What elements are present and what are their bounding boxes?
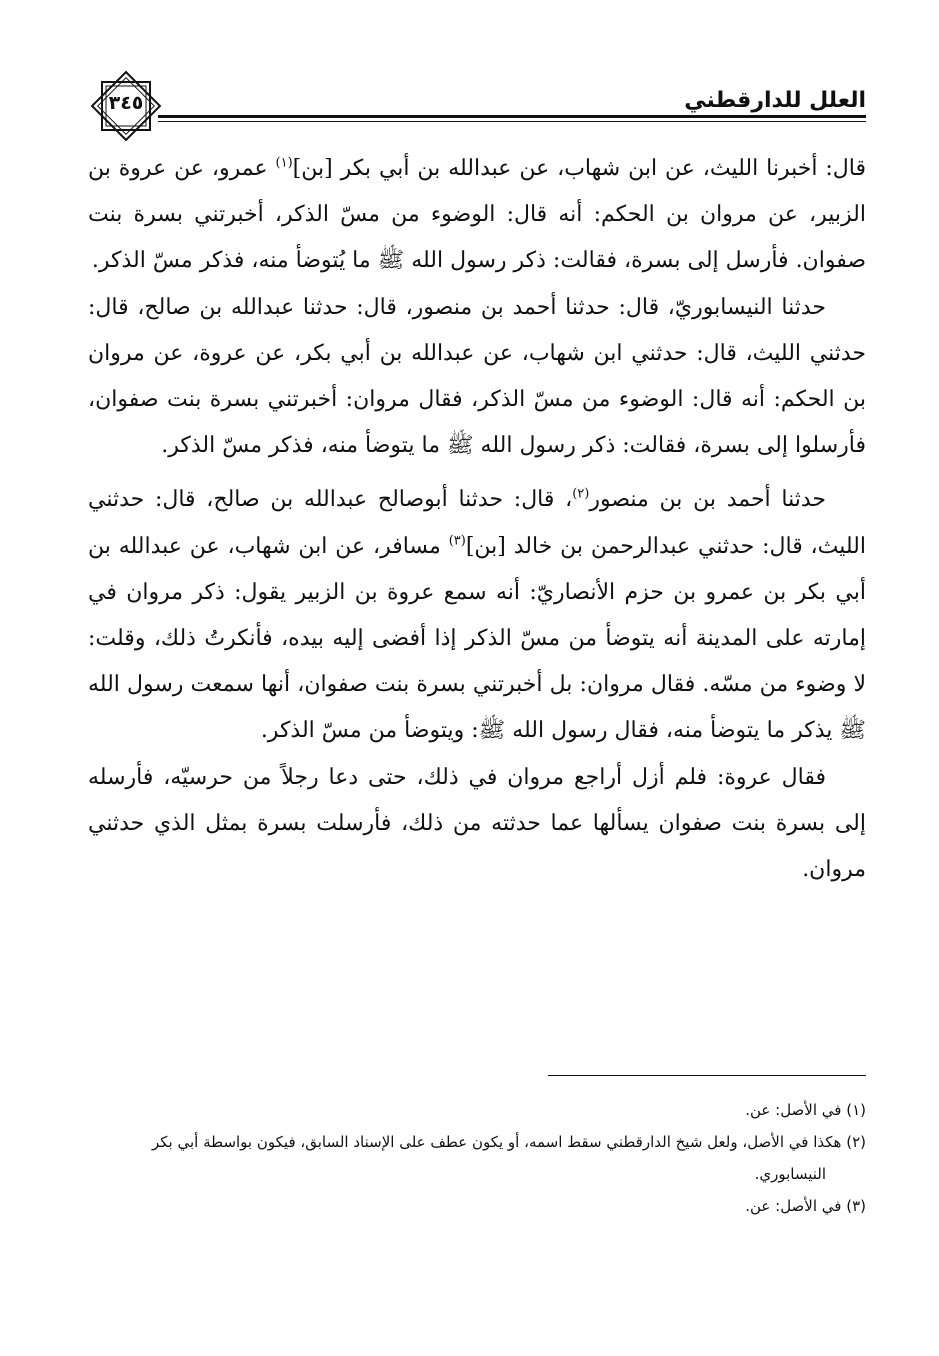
main-text xyxy=(88,146,866,893)
footnote-3: (٣) في الأصل: عن. xyxy=(745,1197,866,1215)
paragraph-1-text-a: قال: أخبرنا الليث، عن ابن شهاب، عن عبدالله بن أبي بكر [بن] xyxy=(292,156,867,181)
paragraph-1-text-b: عمرو، عن عروة بن الزبير، عن مروان بن الحكم: أنه قال: الوضوء من مسّ الذكر، أخبرتني بسرة بنت صفوان. فأرسل إلى بسرة، فقالت: ذكر رسول الله ﷺ ما يُتوضأ منه، فذكر مسّ الذكر. xyxy=(88,156,866,274)
page-number: ٣٤٥ xyxy=(108,92,144,114)
paragraph-3 xyxy=(88,477,866,754)
footnote-2: (٢) هكذا في الأصل، ولعل شيخ الدارقطني سقط اسمه، أو يكون عطف على الإسناد السابق، فيكون بواسطة أبي بكر xyxy=(151,1133,866,1151)
footnote-1: (١) في الأصل: عن. xyxy=(745,1101,866,1119)
page-number-badge xyxy=(88,68,164,144)
paragraph-4: فقال عروة: فلم أزل أراجع مروان في ذلك، حتى دعا رجلاً من حرسيّه، فأرسله إلى بسرة بنت صفوان يسألها عما حدثته من ذلك، فأرسلت بسرة بمثل الذي حدثني مروان. xyxy=(88,764,866,883)
paragraph-3-text-a: حدثنا أحمد بن بن منصور xyxy=(589,487,826,513)
footnote-ref-3: (٣) xyxy=(448,533,466,549)
book-title: العلل للدارقطني xyxy=(684,88,866,113)
footnote-separator xyxy=(548,1075,866,1076)
footnote-ref-2: (٢) xyxy=(572,487,590,503)
footnotes xyxy=(88,1094,866,1222)
header-rule-thin xyxy=(158,121,866,122)
paragraph-2: حدثنا النيسابوريّ، قال: حدثنا أحمد بن منصور، قال: حدثنا عبدالله بن صالح، قال: حدثني الليث، قال: حدثني ابن شهاب، عن عبدالله بن أبي بكر، عن عروة، عن مروان بن الحكم: أنه قال: الوضوء من مسّ الذكر، فقال مروان: أخبرتني بسرة بنت صفوان، فأرسلوا إلى بسرة، فقالت: ذكر رسول الله ﷺ ما يتوضأ منه، فذكر مسّ الذكر. xyxy=(88,294,866,459)
footnote-ref-1: (١) xyxy=(275,155,293,171)
footnote-2-continuation: النيسابوري. xyxy=(754,1165,826,1183)
paragraph-1 xyxy=(88,146,866,285)
header-rule-thick xyxy=(158,115,866,118)
page-header xyxy=(88,68,866,138)
paragraph-3-text-b: ، قال: حدثنا أبوصالح عبدالله بن صالح، قال: حدثني الليث، قال: حدثني عبدالرحمن بن خالد [بن] xyxy=(88,487,866,559)
paragraph-3-text-c: مسافر، عن ابن شهاب، عن عبدالله بن أبي بكر بن عمرو بن حزم الأنصاريّ: أنه سمع عروة بن الزبير يقول: ذكر مروان في إمارته على المدينة أنه يتوضأ من مسّ الذكر إذا أفضى إليه بيده، فأنكرتُ ذلك، وقلت: لا وضوء من مسّه. فقال مروان: بل أخبرتني بسرة بنت صفوان، أنها سمعت رسول الله ﷺ يذكر ما يتوضأ منه، فقال رسول الله ﷺ: ويتوضأ من مسّ الذكر. xyxy=(88,533,867,744)
